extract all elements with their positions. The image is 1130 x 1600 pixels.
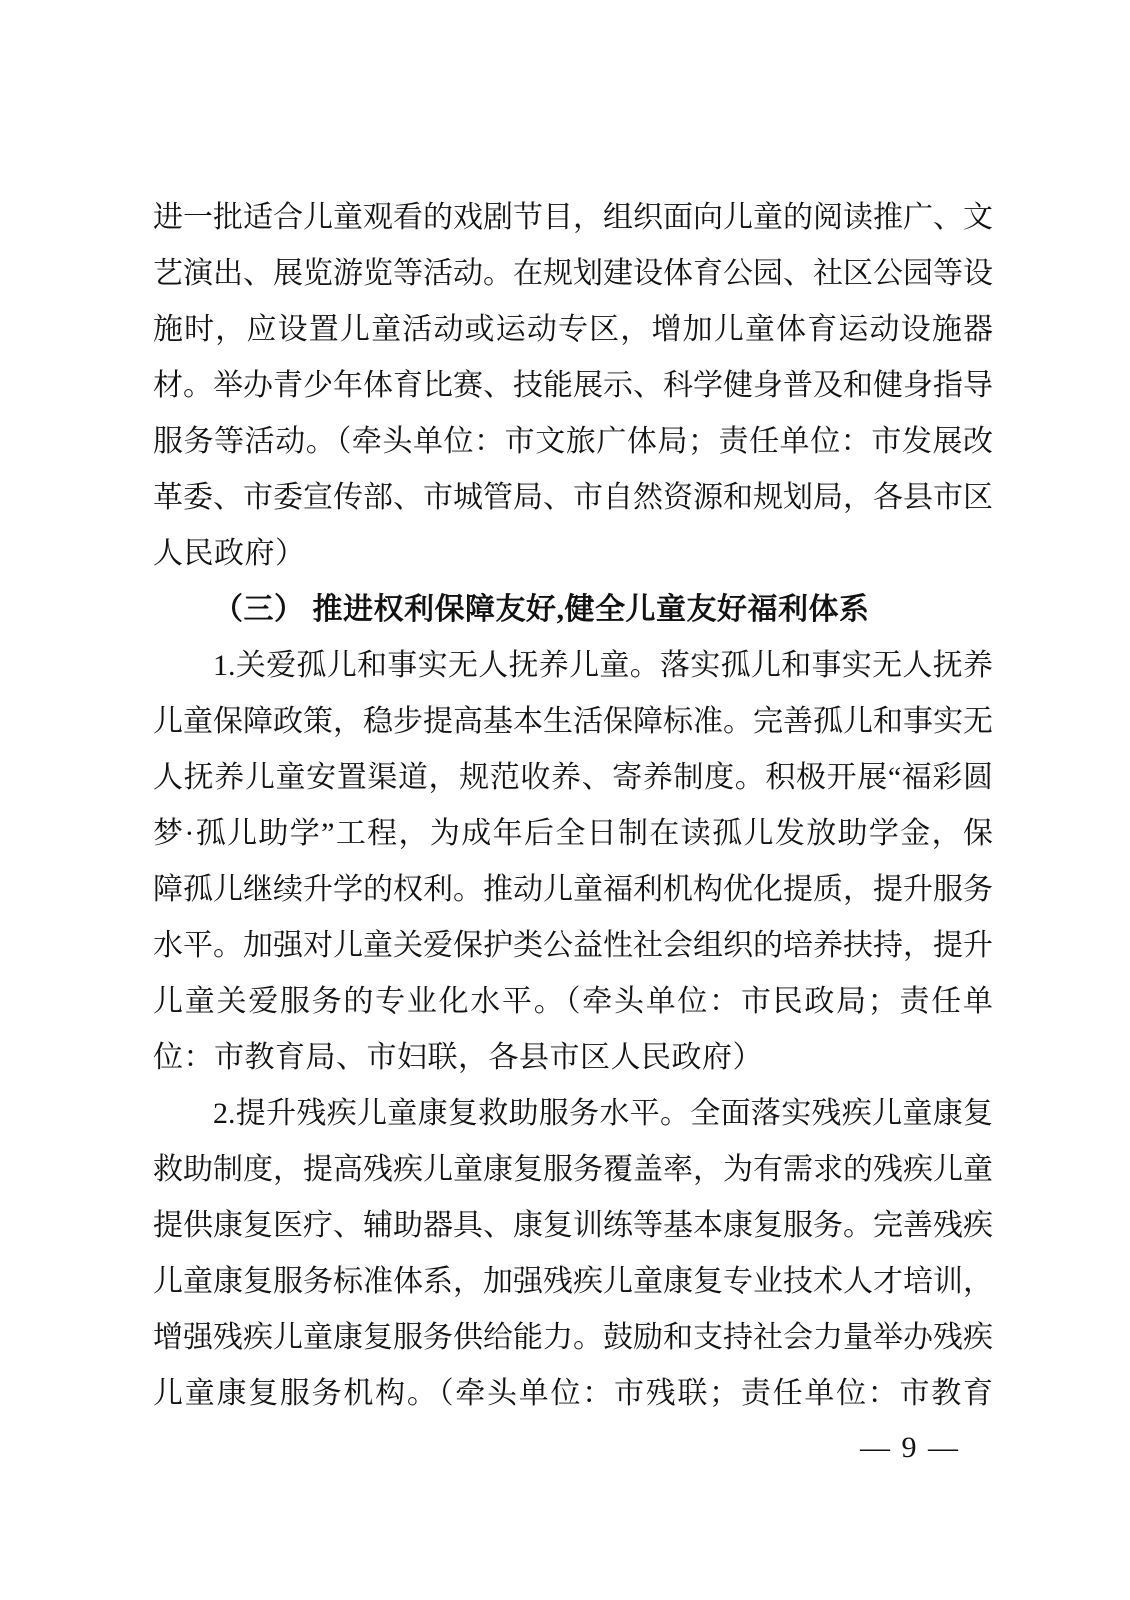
text-line: 增强残疾儿童康复服务供给能力。鼓励和支持社会力量举办残疾: [153, 1321, 993, 1354]
text-line: 施时，应设置儿童活动或运动专区，增加儿童体育运动设施器: [153, 313, 993, 346]
section-heading: （三） 推进权利保障友好,健全儿童友好福利体系: [213, 593, 870, 626]
text-line: 位：市教育局、市妇联，各县市区人民政府）: [153, 1041, 763, 1074]
text-line: 水平。加强对儿童关爱保护类公益性社会组织的培养扶持，提升: [153, 929, 993, 962]
page-number: — 9 —: [860, 1431, 960, 1464]
text-line: 儿童关爱服务的专业化水平。（牵头单位：市民政局；责任单: [153, 985, 993, 1018]
text-line: 救助制度，提高残疾儿童康复服务覆盖率，为有需求的残疾儿童: [153, 1153, 993, 1186]
text-line: 进一批适合儿童观看的戏剧节目，组织面向儿童的阅读推广、文: [153, 201, 993, 234]
text-line: 儿童保障政策，稳步提高基本生活保障标准。完善孤儿和事实无: [153, 705, 993, 738]
text-line: 儿童康复服务标准体系，加强残疾儿童康复专业技术人才培训，: [153, 1265, 993, 1298]
text-line: 提供康复医疗、辅助器具、康复训练等基本康复服务。完善残疾: [153, 1209, 993, 1242]
document-body: [153, 190, 993, 1422]
text-line: 儿童康复服务机构。（牵头单位：市残联；责任单位：市教育: [153, 1377, 993, 1410]
text-line: 1.关爱孤儿和事实无人抚养儿童。落实孤儿和事实无人抚养: [213, 649, 993, 682]
text-line: 人抚养儿童安置渠道，规范收养、寄养制度。积极开展“福彩圆: [153, 761, 993, 794]
text-line: 革委、市委宣传部、市城管局、市自然资源和规划局，各县市区: [153, 481, 993, 514]
text-line: 障孤儿继续升学的权利。推动儿童福利机构优化提质，提升服务: [153, 873, 993, 906]
text-line: 人民政府）: [153, 537, 306, 570]
text-line: 2.提升残疾儿童康复救助服务水平。全面落实残疾儿童康复: [213, 1097, 993, 1130]
text-line: 服务等活动。（牵头单位：市文旅广体局；责任单位：市发展改: [153, 425, 993, 458]
text-line: 艺演出、展览游览等活动。在规划建设体育公园、社区公园等设: [153, 257, 993, 290]
text-line: 材。举办青少年体育比赛、技能展示、科学健身普及和健身指导: [153, 369, 993, 402]
text-line: 梦·孤儿助学”工程，为成年后全日制在读孤儿发放助学金，保: [153, 817, 993, 850]
